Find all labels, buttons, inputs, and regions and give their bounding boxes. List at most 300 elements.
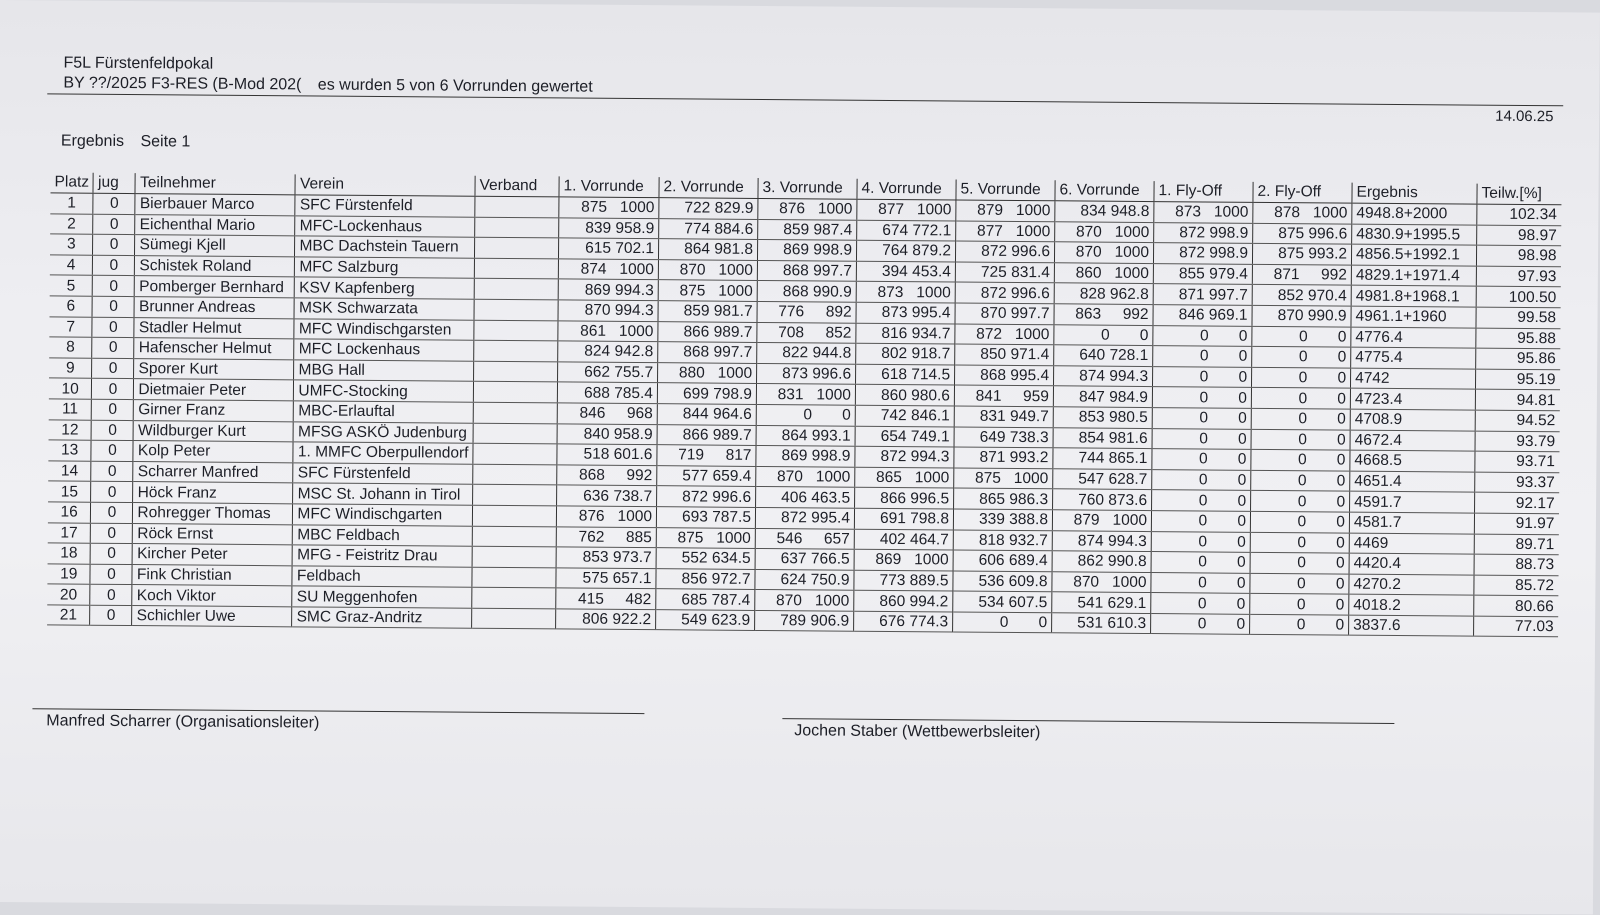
round1-cell: 839 958.9: [559, 217, 659, 238]
result-cell: 4270.2: [1349, 574, 1474, 596]
round4-cell: 802 918.7: [856, 343, 955, 364]
flyoff2-cell: 0 0: [1252, 346, 1351, 367]
club-cell: UMFC-Stocking: [294, 380, 474, 402]
junior-cell: 0: [91, 543, 133, 564]
junior-cell: 0: [93, 276, 135, 297]
result-cell: 4775.4: [1351, 347, 1476, 369]
flyoff2-cell: 0 0: [1251, 449, 1350, 470]
round2-cell: 868 997.7: [658, 342, 757, 363]
round1-cell: 846 968: [557, 403, 657, 424]
column-header: 6. Vorrunde: [1055, 180, 1154, 201]
association-cell: [472, 546, 556, 567]
percentage-cell: 95.88: [1476, 328, 1560, 349]
junior-cell: 0: [91, 482, 133, 503]
junior-cell: 0: [92, 358, 134, 379]
round6-cell: 531 610.3: [1052, 613, 1151, 634]
club-cell: MBC Feldbach: [293, 524, 473, 546]
result-cell: 4961.1+1960: [1351, 306, 1476, 328]
round2-cell: 870 1000: [658, 259, 757, 280]
column-header: jug: [93, 173, 135, 194]
round4-cell: 676 774.3: [854, 611, 953, 632]
percentage-cell: 91.97: [1474, 513, 1558, 534]
round4-cell: 773 889.5: [854, 570, 953, 591]
round2-cell: 856 972.7: [656, 568, 755, 589]
place-cell: 9: [49, 358, 92, 379]
percentage-cell: 93.37: [1475, 472, 1559, 493]
round5-cell: 818 932.7: [953, 530, 1052, 551]
participant-cell: Koch Viktor: [132, 585, 292, 607]
place-cell: 16: [48, 502, 91, 523]
round1-cell: 869 994.3: [558, 279, 658, 300]
association-cell: [475, 237, 559, 258]
round6-cell: 870 1000: [1055, 242, 1154, 263]
round3-cell: 708 852: [757, 322, 856, 343]
round4-cell: 764 879.2: [857, 240, 956, 261]
round4-cell: 866 996.5: [855, 488, 954, 509]
place-cell: 5: [50, 275, 93, 296]
round1-cell: 518 601.6: [557, 444, 657, 465]
participant-cell: Hafenscher Helmut: [134, 338, 294, 360]
round6-cell: 874 994.3: [1054, 366, 1153, 387]
flyoff2-cell: 0 0: [1250, 614, 1349, 635]
junior-cell: 0: [93, 255, 135, 276]
place-cell: 14: [48, 461, 91, 482]
round6-cell: 854 981.6: [1053, 427, 1152, 448]
result-cell: 4591.7: [1350, 491, 1475, 513]
percentage-cell: 102.34: [1477, 204, 1561, 225]
percentage-cell: 93.71: [1475, 451, 1559, 472]
flyoff2-cell: 878 1000: [1253, 202, 1352, 223]
round1-cell: 806 922.2: [556, 609, 656, 630]
junior-cell: 0: [93, 234, 135, 255]
round5-cell: 872 996.6: [956, 241, 1055, 262]
club-cell: MBG Hall: [294, 360, 474, 382]
round3-cell: 822 944.8: [757, 343, 856, 364]
column-header: Verein: [295, 174, 475, 196]
flyoff1-cell: 0 0: [1153, 366, 1252, 387]
round4-cell: 869 1000: [854, 549, 953, 570]
round5-cell: 649 738.3: [954, 427, 1053, 448]
association-cell: [472, 567, 556, 588]
round5-cell: 339 388.8: [953, 509, 1052, 530]
results-table: [47, 172, 1561, 637]
flyoff1-cell: 0 0: [1152, 490, 1251, 511]
round4-cell: 816 934.7: [856, 323, 955, 344]
flyoff2-cell: 875 993.2: [1252, 244, 1351, 265]
round2-cell: 866 989.7: [657, 424, 756, 445]
round6-cell: 0 0: [1054, 324, 1153, 345]
participant-cell: Höck Franz: [133, 482, 293, 504]
flyoff1-cell: 0 0: [1152, 408, 1251, 429]
club-cell: MFC Lockenhaus: [294, 339, 474, 361]
round3-cell: 864 993.1: [756, 425, 855, 446]
round1-cell: 575 657.1: [556, 568, 656, 589]
junior-cell: 0: [92, 399, 134, 420]
junior-cell: 0: [91, 440, 133, 461]
column-header: 1. Vorrunde: [559, 176, 659, 197]
participant-cell: Stadler Helmut: [134, 317, 294, 339]
flyoff1-cell: 0 0: [1151, 510, 1250, 531]
column-header: 4. Vorrunde: [857, 179, 956, 200]
flyoff2-cell: 0 0: [1250, 532, 1349, 553]
flyoff2-cell: 875 996.6: [1253, 223, 1352, 244]
result-cell: 4651.4: [1350, 471, 1475, 493]
column-header: Teilw.[%]: [1477, 184, 1561, 205]
round1-cell: 415 482: [556, 588, 656, 609]
association-cell: [473, 423, 557, 444]
round6-cell: 744 865.1: [1053, 448, 1152, 469]
round3-cell: 872 995.4: [755, 507, 854, 528]
percentage-cell: 77.03: [1474, 616, 1558, 637]
flyoff2-cell: 0 0: [1251, 388, 1350, 409]
round5-cell: 872 996.6: [955, 282, 1054, 303]
round3-cell: 776 892: [757, 301, 856, 322]
association-cell: [472, 505, 556, 526]
participant-cell: Dietmaier Peter: [134, 379, 294, 401]
round6-cell: 860 1000: [1054, 263, 1153, 284]
result-cell: 4948.8+2000: [1352, 203, 1477, 225]
place-cell: 13: [48, 440, 91, 461]
round6-cell: 541 629.1: [1052, 592, 1151, 613]
place-cell: 1: [50, 193, 93, 214]
flyoff1-cell: 872 998.9: [1153, 243, 1252, 264]
round5-cell: 879 1000: [956, 200, 1055, 221]
round4-cell: 872 994.3: [855, 446, 954, 467]
flyoff2-cell: 0 0: [1252, 367, 1351, 388]
round3-cell: 0 0: [756, 404, 855, 425]
junior-cell: 0: [91, 502, 133, 523]
place-cell: 8: [49, 337, 92, 358]
participant-cell: Scharrer Manfred: [133, 461, 293, 483]
result-cell: 4581.7: [1349, 512, 1474, 534]
round2-cell: 864 981.8: [659, 239, 758, 260]
club-cell: 1. MMFC Oberpullendorf: [293, 442, 473, 464]
association-cell: [472, 526, 556, 547]
flyoff2-cell: 0 0: [1250, 573, 1349, 594]
round2-cell: 866 989.7: [658, 321, 757, 342]
percentage-cell: 85.72: [1474, 575, 1558, 596]
signature-organisation-lead: Manfred Scharrer (Organisationsleiter): [46, 712, 320, 732]
junior-cell: 0: [93, 214, 135, 235]
round5-cell: 841 959: [954, 385, 1053, 406]
result-cell: 4830.9+1995.5: [1352, 224, 1477, 246]
association-cell: [472, 608, 556, 629]
flyoff2-cell: 871 992: [1252, 264, 1351, 285]
round1-cell: 762 885: [556, 526, 656, 547]
association-cell: [473, 382, 557, 403]
percentage-cell: 97.93: [1476, 266, 1560, 287]
round3-cell: 869 998.9: [756, 446, 855, 467]
round5-cell: 0 0: [953, 612, 1052, 633]
association-cell: [472, 588, 556, 609]
participant-cell: Sümegi Kjell: [135, 235, 295, 257]
round3-cell: 870 1000: [756, 466, 855, 487]
participant-cell: Kircher Peter: [133, 544, 293, 566]
association-cell: [475, 217, 559, 238]
participant-cell: Sporer Kurt: [134, 358, 294, 380]
club-cell: MBC Dachstein Tauern: [295, 236, 475, 258]
flyoff1-cell: 0 0: [1152, 469, 1251, 490]
round1-cell: 636 738.7: [557, 485, 657, 506]
junior-cell: 0: [90, 564, 132, 585]
round1-cell: 868 992: [557, 465, 657, 486]
club-cell: KSV Kapfenberg: [295, 277, 475, 299]
round4-cell: 860 980.6: [855, 385, 954, 406]
column-header: 2. Fly-Off: [1253, 182, 1352, 203]
column-header: Ergebnis: [1352, 183, 1477, 204]
flyoff1-cell: 0 0: [1151, 593, 1250, 614]
round5-cell: 871 993.2: [954, 447, 1053, 468]
round3-cell: 868 997.7: [757, 260, 856, 281]
flyoff2-cell: 0 0: [1251, 491, 1350, 512]
flyoff2-cell: 870 990.9: [1252, 305, 1351, 326]
place-cell: 18: [48, 543, 91, 564]
round6-cell: 547 628.7: [1053, 469, 1152, 490]
percentage-cell: 98.98: [1476, 245, 1560, 266]
place-cell: 6: [50, 296, 93, 317]
association-cell: [473, 443, 557, 464]
round6-cell: 853 980.5: [1053, 407, 1152, 428]
junior-cell: 0: [91, 461, 133, 482]
round4-cell: 402 464.7: [854, 529, 953, 550]
junior-cell: 0: [91, 523, 133, 544]
round4-cell: 654 749.1: [855, 426, 954, 447]
association-cell: [475, 196, 559, 217]
flyoff2-cell: 0 0: [1252, 326, 1351, 347]
flyoff1-cell: 0 0: [1151, 552, 1250, 573]
round2-cell: 872 996.6: [657, 486, 756, 507]
round1-cell: 662 755.7: [558, 362, 658, 383]
club-cell: SMC Graz-Andritz: [292, 607, 472, 629]
flyoff2-cell: 0 0: [1251, 408, 1350, 429]
round3-cell: 789 906.9: [755, 610, 854, 631]
result-label: Ergebnis: [60, 132, 125, 150]
round5-cell: 872 1000: [955, 324, 1054, 345]
round1-cell: 874 1000: [558, 259, 658, 280]
round3-cell: 870 1000: [755, 590, 854, 611]
association-cell: [473, 402, 557, 423]
percentage-cell: 80.66: [1474, 595, 1558, 616]
flyoff2-cell: 0 0: [1251, 429, 1350, 450]
association-cell: [473, 464, 557, 485]
participant-cell: Schistek Roland: [135, 255, 295, 277]
place-cell: 11: [49, 399, 92, 420]
result-cell: 4420.4: [1349, 553, 1474, 575]
place-cell: 12: [49, 419, 92, 440]
page-label: [61, 132, 203, 151]
round4-cell: 674 772.1: [857, 220, 956, 241]
round5-cell: 536 609.8: [953, 571, 1052, 592]
association-cell: [474, 361, 558, 382]
round3-cell: 859 987.4: [758, 219, 857, 240]
participant-cell: Eichenthal Mario: [135, 214, 295, 236]
club-cell: MFSG ASKÖ Judenburg: [294, 421, 474, 443]
club-cell: MFC Salzburg: [295, 257, 475, 279]
place-cell: 7: [49, 316, 92, 337]
result-cell: 4981.8+1968.1: [1351, 285, 1476, 307]
percentage-cell: 88.73: [1474, 554, 1558, 575]
result-cell: 3837.6: [1349, 615, 1474, 637]
round5-cell: 831 949.7: [954, 406, 1053, 427]
club-cell: MSK Schwarzata: [294, 298, 474, 320]
flyoff1-cell: 0 0: [1151, 531, 1250, 552]
flyoff1-cell: 0 0: [1152, 428, 1251, 449]
participant-cell: Fink Christian: [132, 564, 292, 586]
place-cell: 3: [50, 234, 93, 255]
association-cell: [474, 279, 558, 300]
round6-cell: 834 948.8: [1055, 201, 1154, 222]
percentage-cell: 89.71: [1474, 534, 1558, 555]
percentage-cell: 98.97: [1477, 225, 1561, 246]
column-header: Verband: [475, 176, 559, 197]
flyoff1-cell: 0 0: [1152, 449, 1251, 470]
association-cell: [474, 320, 558, 341]
round5-cell: 606 689.4: [953, 550, 1052, 571]
results-body: [47, 193, 1561, 637]
place-cell: 10: [49, 378, 92, 399]
round5-cell: 870 997.7: [955, 303, 1054, 324]
association-cell: [474, 340, 558, 361]
place-cell: 21: [47, 605, 90, 626]
column-header: 5. Vorrunde: [956, 180, 1055, 201]
round4-cell: 860 994.2: [854, 591, 953, 612]
round5-cell: 850 971.4: [955, 344, 1054, 365]
competition-title: F5L Fürstenfeldpokal: [63, 54, 214, 73]
column-header: 2. Vorrunde: [659, 177, 758, 198]
participant-cell: Wildburger Kurt: [134, 420, 294, 442]
round6-cell: 863 992: [1054, 304, 1153, 325]
round3-cell: 873 996.6: [757, 363, 856, 384]
round4-cell: 873 1000: [856, 282, 955, 303]
round2-cell: 774 884.6: [659, 218, 758, 239]
flyoff2-cell: 0 0: [1251, 470, 1350, 491]
place-cell: 17: [48, 522, 91, 543]
flyoff2-cell: 0 0: [1250, 594, 1349, 615]
class-label: BY ??/2025 F3-RES (B-Mod 202(: [63, 74, 302, 94]
round6-cell: 862 990.8: [1052, 551, 1151, 572]
round2-cell: 549 623.9: [656, 610, 755, 631]
place-cell: 15: [48, 481, 91, 502]
participant-cell: Pomberger Bernhard: [135, 276, 295, 298]
round2-cell: 719 817: [657, 445, 756, 466]
round6-cell: 760 873.6: [1053, 489, 1152, 510]
round1-cell: 688 785.4: [557, 382, 657, 403]
result-cell: 4829.1+1971.4: [1351, 265, 1476, 287]
page-number: Seite 1: [140, 133, 191, 151]
round4-cell: 865 1000: [855, 467, 954, 488]
round3-cell: 876 1000: [758, 198, 857, 219]
round6-cell: 870 1000: [1052, 571, 1151, 592]
round4-cell: 742 846.1: [855, 405, 954, 426]
round6-cell: 828 962.8: [1054, 283, 1153, 304]
participant-cell: Kolp Peter: [133, 441, 293, 463]
round3-cell: 831 1000: [756, 384, 855, 405]
round2-cell: 699 798.9: [657, 383, 756, 404]
junior-cell: 0: [90, 585, 132, 606]
club-cell: MFG - Feistritz Drau: [293, 545, 473, 567]
round5-cell: 534 607.5: [953, 591, 1052, 612]
round2-cell: 880 1000: [658, 362, 757, 383]
result-cell: 4776.4: [1351, 327, 1476, 349]
result-cell: 4708.9: [1350, 409, 1475, 431]
round5-cell: 865 986.3: [954, 488, 1053, 509]
round3-cell: 406 463.5: [756, 487, 855, 508]
round2-cell: 875 1000: [656, 527, 755, 548]
percentage-cell: 99.58: [1476, 307, 1560, 328]
club-cell: SFC Fürstenfeld: [293, 463, 473, 485]
flyoff1-cell: 873 1000: [1154, 202, 1253, 223]
club-cell: MBC-Erlauftal: [294, 401, 474, 423]
round4-cell: 691 798.8: [854, 508, 953, 529]
participant-cell: Röck Ernst: [133, 523, 293, 545]
junior-cell: 0: [93, 193, 135, 214]
flyoff2-cell: 852 970.4: [1252, 285, 1351, 306]
junior-cell: 0: [92, 379, 134, 400]
flyoff2-cell: 0 0: [1250, 511, 1349, 532]
round2-cell: 685 787.4: [656, 589, 755, 610]
signature-competition-lead: Jochen Staber (Wettbewerbsleiter): [794, 722, 1041, 742]
round4-cell: 618 714.5: [856, 364, 955, 385]
association-cell: [474, 258, 558, 279]
print-date: 14.06.25: [1495, 107, 1554, 126]
flyoff1-cell: 0 0: [1151, 572, 1250, 593]
place-cell: 2: [50, 213, 93, 234]
scoring-note: es wurden 5 von 6 Vorrunden gewertet: [317, 76, 593, 96]
column-header: 3. Vorrunde: [758, 178, 857, 199]
result-cell: 4469: [1349, 533, 1474, 555]
participant-cell: Bierbauer Marco: [135, 194, 295, 216]
club-cell: MFC Windischgarsten: [294, 318, 474, 340]
percentage-cell: 95.19: [1476, 369, 1560, 390]
club-cell: MFC Windischgarten: [293, 504, 473, 526]
round3-cell: 546 657: [755, 528, 854, 549]
participant-cell: Girner Franz: [134, 400, 294, 422]
flyoff1-cell: 871 997.7: [1153, 284, 1252, 305]
junior-cell: 0: [92, 296, 134, 317]
round2-cell: 722 829.9: [659, 198, 758, 219]
column-header: 1. Fly-Off: [1154, 181, 1253, 202]
round3-cell: 868 990.9: [757, 281, 856, 302]
association-cell: [473, 485, 557, 506]
result-cell: 4018.2: [1349, 594, 1474, 616]
round3-cell: 637 766.5: [755, 549, 854, 570]
participant-cell: Rohregger Thomas: [133, 502, 293, 524]
round6-cell: 879 1000: [1052, 510, 1151, 531]
flyoff1-cell: 0 0: [1153, 346, 1252, 367]
round4-cell: 873 995.4: [856, 302, 955, 323]
round6-cell: 640 728.1: [1054, 345, 1153, 366]
percentage-cell: 100.50: [1476, 286, 1560, 307]
club-cell: SU Meggenhofen: [292, 586, 472, 608]
percentage-cell: 94.52: [1475, 410, 1559, 431]
result-cell: 4668.5: [1350, 450, 1475, 472]
club-cell: MSC St. Johann in Tirol: [293, 483, 473, 505]
round4-cell: 394 453.4: [856, 261, 955, 282]
round1-cell: 840 958.9: [557, 423, 657, 444]
flyoff2-cell: 0 0: [1250, 552, 1349, 573]
round2-cell: 552 634.5: [656, 548, 755, 569]
round1-cell: 876 1000: [556, 506, 656, 527]
flyoff1-cell: 846 969.1: [1153, 305, 1252, 326]
header-divider: [47, 93, 1563, 106]
round2-cell: 577 659.4: [657, 465, 756, 486]
result-cell: 4742: [1351, 368, 1476, 390]
percentage-cell: 92.17: [1475, 492, 1559, 513]
round1-cell: 824 942.8: [558, 341, 658, 362]
flyoff1-cell: 0 0: [1151, 613, 1250, 634]
flyoff1-cell: 0 0: [1152, 387, 1251, 408]
participant-cell: Brunner Andreas: [134, 297, 294, 319]
